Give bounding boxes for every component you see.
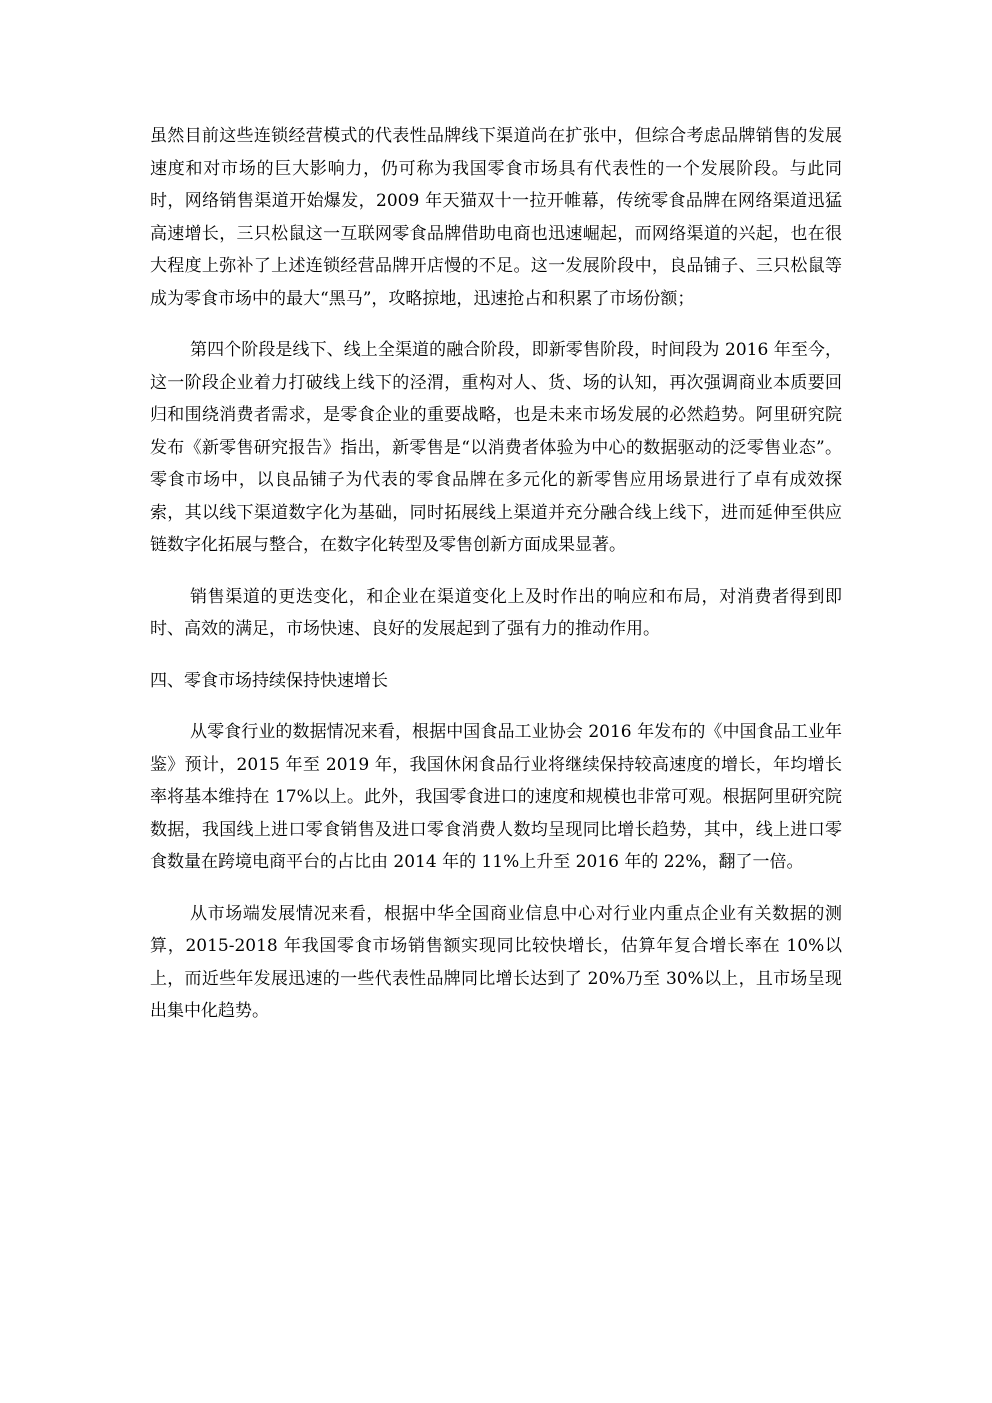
- paragraph-fourth-stage: 第四个阶段是线下、线上全渠道的融合阶段，即新零售阶段，时间段为 2016 年至今，这一阶段企业着力打破线上线下的泾渭，重构对人、货、场的认知，再次强调商业本质要回归和围绕消费者需求，是零食企业的重要战略，也是未来市场发展的必然趋势。阿里研究院发布《新零售研究报告》指出，新零售是“以消费者体验为中心的数据驱动的泛零售业态”。零食市场中，以良品铺子为代表的零食品牌在多元化的新零售应用场景进行了卓有成效探索，其以线下渠道数字化为基础，同时拓展线上渠道并充分融合线上线下，进而延伸至供应链数字化拓展与整合，在数字化转型及零售创新方面成果显著。: [150, 340, 842, 555]
- section-heading: 四、零食市场持续保持快速增长: [150, 670, 388, 691]
- paragraph-sales-channel: 销售渠道的更迭变化，和企业在渠道变化上及时作出的响应和布局，对消费者得到即时、高效的满足，市场快速、良好的发展起到了强有力的推动作用。: [150, 586, 842, 639]
- paragraph-continuation: 虽然目前这些连锁经营模式的代表性品牌线下渠道尚在扩张中，但综合考虑品牌销售的发展速度和对市场的巨大影响力，仍可称为我国零食市场具有代表性的一个发展阶段。与此同时，网络销售渠道开始爆发，2009 年天猫双十一拉开帷幕，传统零食品牌在网络渠道迅猛高速增长，三只松鼠这一互联网零食品牌借助电商也迅速崛起，而网络渠道的兴起，也在很大程度上弥补了上述连锁经营品牌开店慢的不足。这一发展阶段中，良品铺子、三只松鼠等成为零食市场中的最大“黑马”，攻略掠地，迅速抢占和积累了市场份额；: [150, 126, 842, 309]
- paragraph-industry-data: 从零食行业的数据情况来看，根据中国食品工业协会 2016 年发布的《中国食品工业年鉴》预计，2015 年至 2019 年，我国休闲食品行业将继续保持较高速度的增长，年均增长率将基本维持在 17%以上。此外，我国零食进口的速度和规模也非常可观。根据阿里研究院数据，我国线上进口零食销售及进口零食消费人数均呈现同比增长趋势，其中，线上进口零食数量在跨境电商平台的占比由 2014 年的 11%上升至 2016 年的 22%，翻了一倍。: [150, 722, 842, 872]
- paragraph-market-development: 从市场端发展情况来看，根据中华全国商业信息中心对行业内重点企业有关数据的测算，2015-2018 年我国零食市场销售额实现同比较快增长，估算年复合增长率在 10%以上，而近些年发展迅速的一些代表性品牌同比增长达到了 20%乃至 30%以上，且市场呈现出集中化趋势。: [150, 903, 842, 1021]
- document-page: [150, 120, 842, 1047]
